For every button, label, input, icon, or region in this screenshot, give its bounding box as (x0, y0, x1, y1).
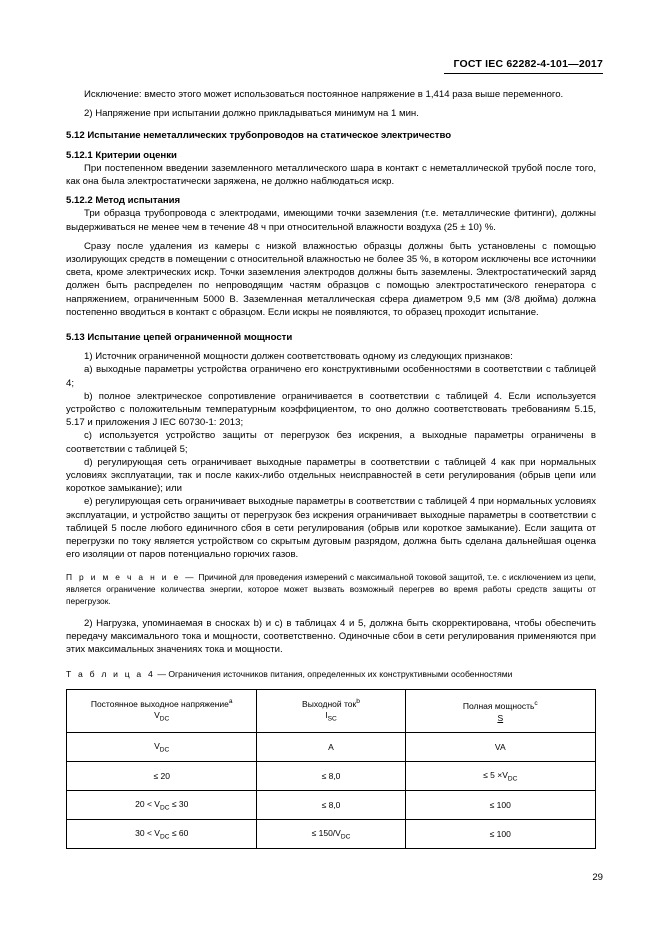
table-4 (66, 689, 596, 850)
cell-current: ≤ $150/V_{DC}$ (257, 820, 405, 849)
col-symbol: I (325, 710, 328, 721)
table-header-row (67, 689, 596, 733)
para-5-12-1: При постепенном введении заземленного металлического шара в контакт с неметаллической трубой после того, как она была электростатически заряжена, не должно наблюдаться искр. (66, 162, 596, 188)
cell-power: ≤ 100 (405, 820, 595, 849)
cell-unit-power: VA (405, 733, 595, 762)
list-item-e: e) регулирующая сеть ограничивает выходные параметры в соответствии с таблицей 4 при нормальных условиях эксплуатации, и устройство защиты от перегрузок без искрения ограничивает выходные параметры в соответствии с таблицей 5 после любого единичного сбоя в сети регулирования (обрыв или короткое замыкание). Если защита от перегрузки по току является устройством со скрытым дуговым разрядом, должна быть сделана дальнейшая оценка его изоляции от паров потенциально горючих газов. (66, 496, 596, 561)
col-title: Полная мощность (462, 700, 535, 711)
note-text: Причиной для проведения измерений с максимальной токовой защитой, т.е. с исключением из цепи, является ограничение количества энергии, которое может вызвать возможный перегрев во время работы средств защиты от перегрузок. (66, 571, 596, 607)
para-5-12-2-a: Три образца трубопровода с электродами, имеющими точки заземления (т.е. металлические фитинги), должны выдерживаться не менее чем в течение 48 ч при относительной влажности воздуха (25 ± 10) %. (66, 208, 596, 233)
cell-unit-current: A (257, 733, 405, 762)
para-exception: Исключение: вместо этого может использоваться постоянное напряжение в 1,414 раза выше переменного. (84, 89, 564, 100)
col-footnote-mark: c (534, 699, 538, 707)
heading-5-13: 5.13 Испытание цепей ограниченной мощности (66, 332, 293, 344)
table-col-voltage (67, 689, 257, 733)
cell-voltage: $20 < V_{DC} \le 30$ (67, 791, 257, 820)
cell-current: ≤ 8,0 (257, 762, 405, 791)
heading-5-12-1: 5.12.1 Критерии оценки (66, 149, 177, 161)
para-5-13-2: 2) Нагрузка, упоминаемая в сносках b) и c) в таблицах 4 и 5, должна быть скорректирована, чтобы обеспечить передачу максимального тока и мощности, соответственно. Одиночные сбои в сети регулирования применяются при этих максимальных значениях тока и мощности. (66, 617, 596, 656)
table-row (67, 791, 596, 820)
col-symbol: V (154, 710, 160, 721)
table-col-current (257, 689, 405, 733)
heading-5-12: 5.12 Испытание неметаллических трубопроводов на статическое электричество (66, 130, 452, 142)
para-5-12-2-b: Сразу после удаления из камеры с низкой влажностью образцы должны быть установлены с помощью изолирующих средств в помещении с относительной влажностью не более 35 %, в котором исключены все источники света, кроме электрических искр. Точки заземления электродов должны быть заземлены. Электростатический заряд должен быть распределен по непроводящим частям образцов с помощью электростатического генератора с напряжением, ограниченным 5000 В. Заземленная металлическая сфера диаметром 9,5 мм (3/8 дюйма) должна постепенно вводиться в контакт с образцом. Если искры не появляются, то образец проходит испытание. (66, 240, 596, 318)
col-symbol-sub: DC (159, 716, 170, 724)
page-number: 29 (592, 872, 603, 883)
table-caption-label: Т а б л и ц а 4 (66, 669, 155, 680)
table-caption (66, 668, 596, 681)
table-row (67, 762, 596, 791)
col-symbol-sub: SC (327, 716, 337, 724)
cell-current: ≤ 8,0 (257, 791, 405, 820)
cell-power: ≤ 100 (405, 791, 595, 820)
page-content (66, 88, 596, 849)
list-item-a: a) выходные параметры устройства ограничено его конструктивными особенностями в соответствии с таблицей 4; (66, 364, 596, 389)
table-caption-text: — Ограничения источников питания, определенных их конструктивными особенностями (157, 669, 513, 680)
note-label: П р и м е ч а н и е — (66, 571, 196, 582)
para-5-13-1: 1) Источник ограниченной мощности должен соответствовать одному из следующих признаков: (84, 351, 513, 363)
col-title: Выходной ток (302, 698, 357, 709)
cell-power: ≤ $5 \times V_{DC}$ (405, 762, 595, 791)
table-row (67, 733, 596, 762)
heading-5-12-2: 5.12.2 Метод испытания (66, 195, 181, 207)
table-row (67, 820, 596, 849)
cell-voltage: $30 < V_{DC} \le 60$ (67, 820, 257, 849)
page-header: ГОСТ IEC 62282-4-101—2017 (444, 58, 603, 74)
note-block (66, 571, 596, 608)
table-col-power (405, 689, 595, 733)
list-item-d: d) регулирующая сеть ограничивает выходные параметры в соответствии с таблицей 4 как при нормальных условиях эксплуатации, так и после каких-либо отдельных неисправностей в сети регулирования (обрыв цепи или короткое замыкание); или (66, 456, 596, 495)
col-title: Постоянное выходное напряжение (90, 698, 229, 709)
cell-unit-voltage: $V_{DC}$ (67, 733, 257, 762)
cell-voltage: ≤ 20 (67, 762, 257, 791)
col-symbol: S (497, 712, 504, 723)
col-footnote-mark: b (356, 697, 360, 705)
para-voltage-test: 2) Напряжение при испытании должно прикладываться минимум на 1 мин. (84, 108, 419, 120)
col-footnote-mark: a (228, 697, 233, 705)
list-item-b: b) полное электрическое сопротивление ограничивается в соответствии с таблицей 4. Если используется устройство с положительным температурным коэффициентом, то оно должно соответствовать требованиям 5.15, 5.17 и приложения J IEC 60730-1: 2013; (66, 390, 596, 429)
list-item-c: c) используется устройство защиты от перегрузок без искрения, а выходные параметры ограничены в соответствии с таблицей 5; (66, 430, 596, 455)
